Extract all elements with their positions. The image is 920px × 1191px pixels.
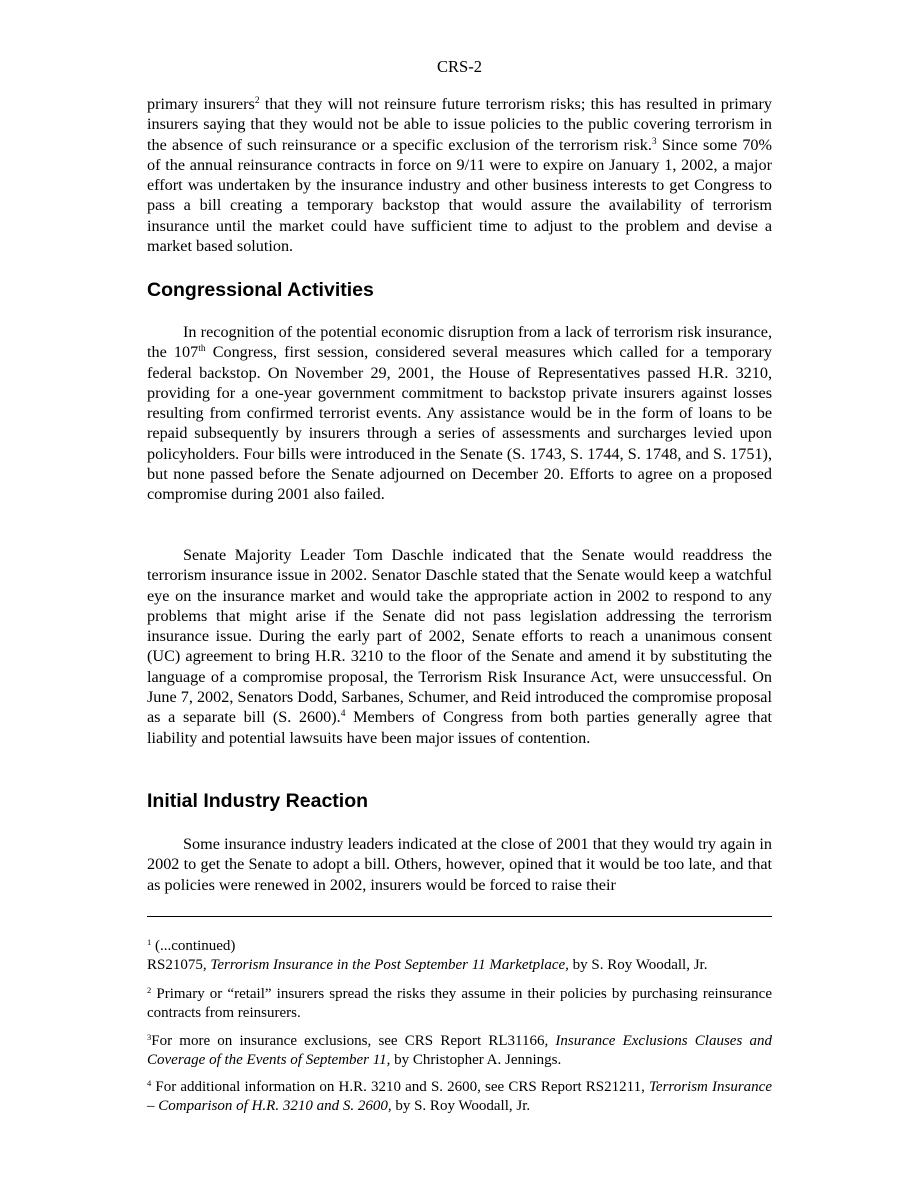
paragraph-text: In recognition of the potential economic disruption from a lack of terrorism risk insurance, the 107	[147, 323, 772, 362]
footnote-number: 2	[147, 985, 152, 995]
paragraph-text: Some insurance industry leaders indicated at the close of 2001 that they would try again in 2002 to get the Senate to adopt a bill. Others, however, opined that it would be too late, and that as policies were renewed in 2002, insurers would be forced to raise their	[147, 835, 772, 894]
footnote-3	[147, 1032, 772, 1069]
footnote-continued: (...continued)	[151, 938, 236, 954]
paragraph-senate-daschle	[147, 545, 772, 748]
paragraph-reinsurance-intro	[147, 94, 772, 256]
footnote-4	[147, 1078, 772, 1115]
section-heading-initial-industry-reaction: Initial Industry Reaction	[147, 790, 369, 812]
section-heading-congressional-activities: Congressional Activities	[147, 279, 374, 301]
paragraph-text: Members of Congress from both parties generally agree that liability and potential lawsuits have been major issues of contention.	[147, 708, 772, 747]
footnote-text: by S. Roy Woodall, Jr.	[568, 956, 708, 973]
paragraph-industry-reaction	[147, 834, 772, 895]
paragraph-congressional-activities	[147, 322, 772, 505]
footnote-title: Insurance Exclusions Clauses and Coverage of the Events of September 11,	[147, 1033, 772, 1068]
paragraph-text: Congress, first session, considered several measures which called for a temporary federal backstop. On November 29, 2001, the House of Representatives passed H.R. 3210, providing for a one-year government commitment to backstop private insurers against losses resulting from confirmed terrorist events. Any assistance would be in the form of loans to be repaid subsequently by insurers through a series of assessments and surcharges levied upon policyholders. Four bills were introduced in the Senate (S. 1743, S. 1744, S. 1748, and S. 1751), but none passed before the Senate adjourned on December 20. Efforts to agree on a proposed compromise during 2001 also failed.	[147, 343, 773, 504]
footnote-text: , by S. Roy Woodall, Jr.	[387, 1097, 531, 1114]
paragraph-text: primary insurers	[147, 95, 255, 113]
footnote-1	[147, 937, 772, 974]
footnote-text: Primary or “retail” insurers spread the risks they assume in their policies by purchasing reinsurance contracts from reinsurers.	[147, 986, 772, 1021]
footnote-ref: 2	[254, 96, 260, 106]
footnote-divider	[147, 916, 772, 917]
paragraph-text: Since some 70% of the annual reinsurance contracts in force on 9/11 were to expire on January 1, 2002, a major effort was undertaken by the insurance industry and other business interests to get Congress to pass a bill creating a temporary backstop that would assure the availability of terrorism insurance until the market could have sufficient time to adjust to the problem and devise a market based solution.	[147, 135, 772, 256]
footnote-text: For additional information on H.R. 3210 and S. 2600, see CRS Report RS21211,	[151, 1079, 649, 1095]
footnote-ref: 4	[340, 709, 346, 720]
footnote-2	[147, 985, 772, 1022]
footnote-title: Terrorism Insurance – Comparison of H.R. 3210 and S. 2600	[147, 1079, 772, 1114]
footnote-number: 4	[147, 1078, 152, 1088]
footnote-title: Terrorism Insurance in the Post September 11 Marketplace,	[210, 956, 569, 973]
paragraph-text: that they will not reinsure future terrorism risks; this has resulted in primary insurers saying that they would not be able to issue policies to the public covering terrorism in the absence of such reinsurance or a specific exclusion of the terrorism risk.	[147, 95, 772, 154]
paragraph-text: Senate Majority Leader Tom Daschle indicated that the Senate would readdress the terrorism insurance issue in 2002. Senator Daschle stated that the Senate would keep a watchful eye on the insurance market and would take the appropriate action in 2002 to respond to any problems that might arise if the Senate did not pass legislation addressing the terrorism insurance issue. During the early part of 2002, Senate efforts to reach a unanimous consent (UC) agreement to bring H.R. 3210 to the floor of the Senate and amend it by substituting the language of a compromise proposal, the Terrorism Risk Insurance Act, were unsuccessful. On June 7, 2002, Senators Dodd, Sarbanes, Schumer, and Reid introduced the compromise proposal as a separate bill (S. 2600).	[147, 546, 772, 727]
footnote-ref: 3	[651, 136, 657, 147]
footnote-text: by Christopher A. Jennings.	[390, 1051, 562, 1068]
footnote-number: 3	[147, 1032, 152, 1042]
footnote-text: RS21075,	[147, 956, 211, 973]
footnote-number: 1	[147, 937, 152, 947]
page-header: CRS-2	[437, 57, 482, 76]
footnote-text: For more on insurance exclusions, see CRS Report RL31166,	[151, 1033, 556, 1049]
ordinal-suffix: th	[198, 344, 206, 355]
